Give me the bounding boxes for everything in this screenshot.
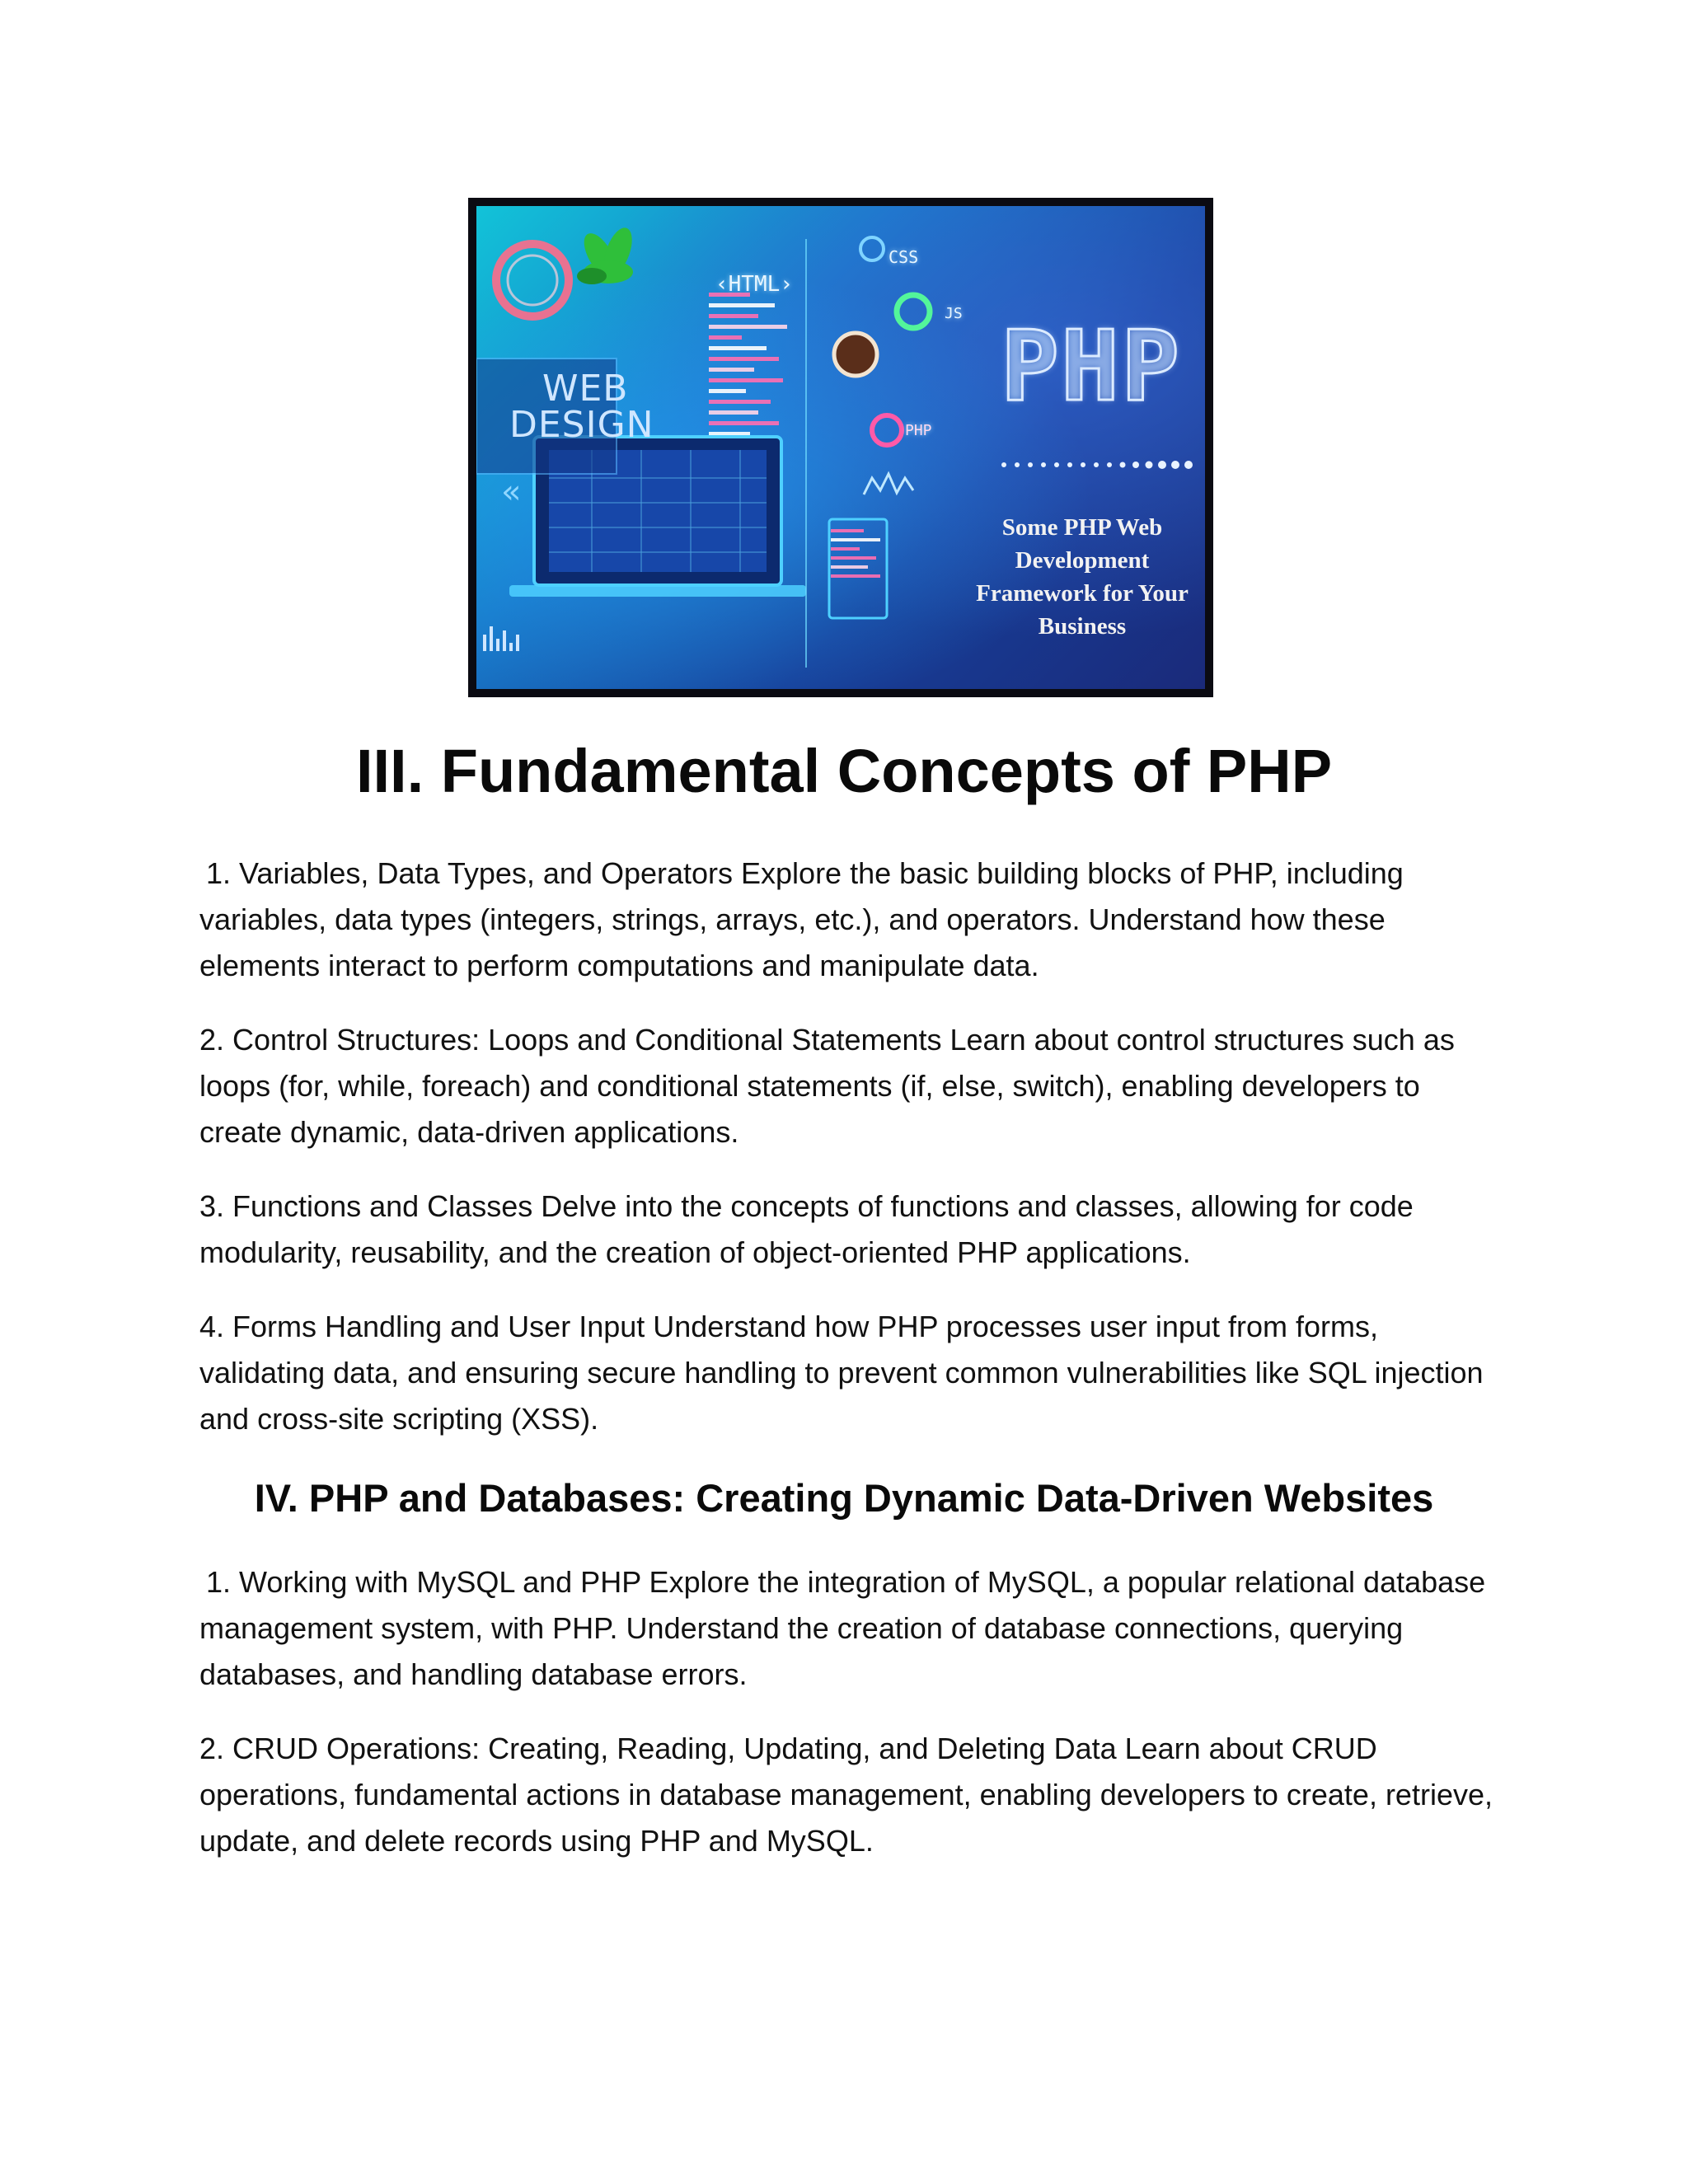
section4-item-2: 2. CRUD Operations: Creating, Reading, Updating, and Deleting Data Learn about CRUD operations, fundamental actions in database management, enabling developers to create, retrieve, update, and delete records using PHP and MySQL. xyxy=(199,1732,1493,1858)
chevron-left-icon: « xyxy=(501,473,522,511)
section3-item-2: 2. Control Structures: Loops and Conditional Statements Learn about control structures such as loops (for, while, foreach) and conditional statements (if, else, switch), enabling developers to create dynamic, data-driven applications. xyxy=(199,1023,1455,1149)
js-tag-label: JS xyxy=(945,305,963,322)
banner-image xyxy=(468,198,1213,697)
section3-item-3: 3. Functions and Classes Delve into the concepts of functions and classes, allowing for code modularity, reusability, and the creation of object-oriented PHP applications. xyxy=(199,1189,1414,1269)
banner-artwork xyxy=(476,206,1205,689)
web-design-line2: DESIGN xyxy=(509,404,654,446)
web-design-line1: WEB xyxy=(542,368,629,410)
section3-item-4: 4. Forms Handling and User Input Understand how PHP processes user input from forms, validating data, and ensuring secure handling to prevent common vulnerabilities like SQL injection and cross-site scripting (XSS). xyxy=(199,1310,1484,1436)
html-tag-label: ‹HTML› xyxy=(715,272,793,297)
section4-item-1: 1. Working with MySQL and PHP Explore the integration of MySQL, a popular relational database management system, with PHP. Understand the creation of database connections, querying databases, and handling database errors. xyxy=(199,1565,1486,1691)
plant-icon xyxy=(577,224,637,284)
php-logo-text: PHP xyxy=(1001,309,1182,423)
section3-heading: III. Fundamental Concepts of PHP xyxy=(355,737,1333,805)
wave-line xyxy=(864,474,913,494)
php-small-label: PHP xyxy=(905,422,932,439)
green-ring-icon xyxy=(897,295,930,328)
section3-item-1: 1. Variables, Data Types, and Operators Explore the basic building blocks of PHP, including variables, data types (integers, strings, arrays, etc.), and operators. Understand how these elements interact to perform computations and manipulate data. xyxy=(199,856,1404,982)
web-design-label xyxy=(509,368,654,446)
mini-chart-icon xyxy=(483,626,519,651)
banner-caption: Some PHP Web Development Framework for Your Business xyxy=(976,514,1189,640)
section4-heading: IV. PHP and Databases: Creating Dynamic Data-Driven Websites xyxy=(254,1476,1434,1520)
blue-ring-icon xyxy=(860,237,884,260)
pink-ring-icon xyxy=(872,415,902,445)
dotted-line xyxy=(1001,461,1193,469)
css-tag-label: CSS xyxy=(889,247,919,267)
coffee-cup-icon xyxy=(834,333,877,376)
